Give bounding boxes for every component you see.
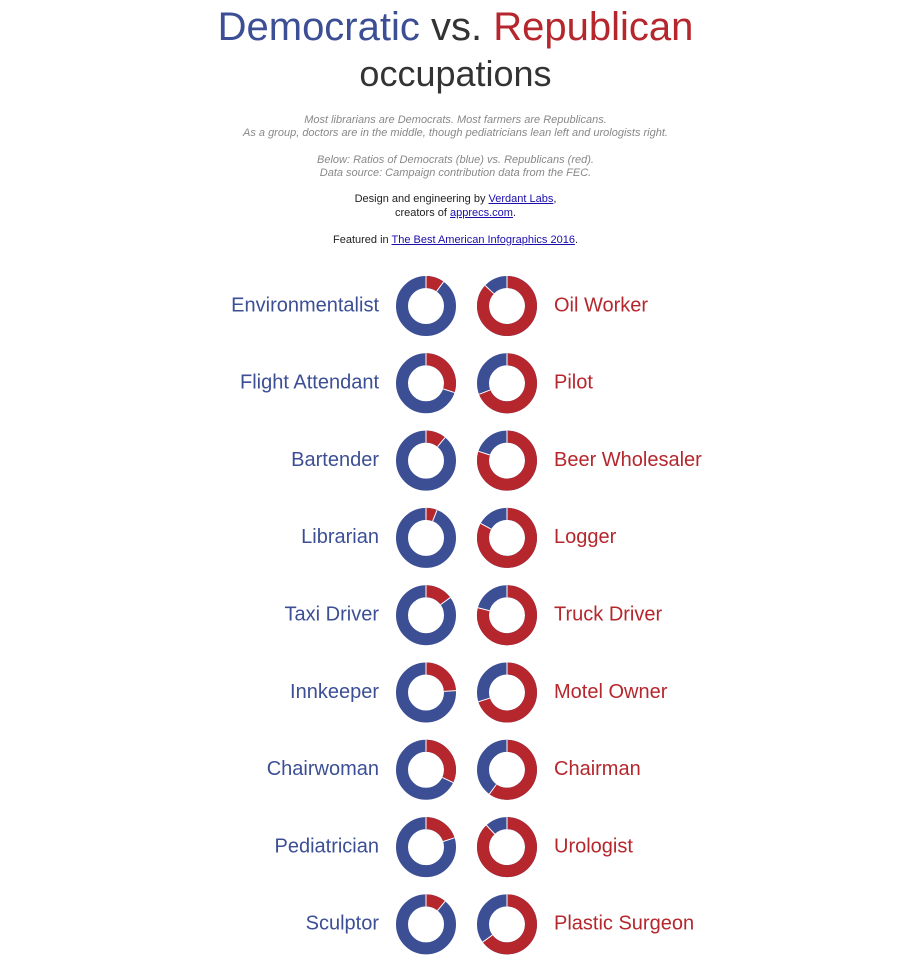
occupation-label-left: Chairwoman bbox=[266, 758, 379, 781]
donut-left bbox=[402, 431, 450, 485]
occupation-label-right: Chairman bbox=[554, 758, 641, 781]
occupation-label-left: Sculptor bbox=[305, 912, 379, 935]
republican-segment bbox=[426, 359, 450, 390]
republican-segment bbox=[426, 437, 441, 443]
donut-left bbox=[402, 894, 450, 948]
occupation-label-left: Taxi Driver bbox=[284, 603, 379, 626]
occupation-label-right: Beer Wholesaler bbox=[554, 448, 702, 471]
occupation-label-left: Bartender bbox=[291, 448, 379, 471]
page-title bbox=[0, 4, 911, 50]
donut-right bbox=[478, 431, 531, 485]
donut-right bbox=[481, 508, 531, 562]
occupation-label-right: Plastic Surgeon bbox=[554, 912, 695, 935]
donut-left bbox=[402, 663, 456, 717]
donut-left bbox=[402, 508, 450, 562]
data-source-line: Data source: Campaign contribution data from the FEC. bbox=[319, 167, 592, 179]
occupation-label-left: Environmentalist bbox=[231, 294, 379, 317]
legend-line: Below: Ratios of Democrats (blue) vs. Republicans (red). bbox=[317, 154, 594, 166]
republican-segment bbox=[483, 823, 531, 871]
republican-segment bbox=[426, 900, 441, 906]
occupation-label-right: Urologist bbox=[554, 835, 633, 858]
democrat-segment bbox=[402, 437, 450, 485]
header bbox=[0, 0, 911, 247]
donut-left bbox=[402, 353, 455, 407]
featured-prefix: Featured in bbox=[332, 234, 389, 246]
donut-right bbox=[478, 585, 531, 639]
democrat-segment bbox=[402, 282, 450, 330]
occupation-label-right: Truck Driver bbox=[554, 603, 663, 626]
title-democratic-word: Democratic bbox=[217, 5, 420, 49]
featured-line bbox=[0, 233, 911, 247]
democrat-segment bbox=[402, 514, 450, 562]
intro-line-1: Most librarians are Democrats. Most farmers are Republicans. bbox=[304, 114, 607, 126]
title-republican-word: Republican bbox=[493, 5, 694, 49]
credits-line-1 bbox=[0, 192, 911, 206]
best-american-infographics-link[interactable]: The Best American Infographics 2016 bbox=[391, 234, 575, 246]
period: . bbox=[574, 234, 579, 246]
republican-segment bbox=[426, 746, 450, 780]
donut-right bbox=[483, 276, 531, 330]
democrat-segment bbox=[402, 900, 450, 948]
occupation-label-right: Motel Owner bbox=[554, 680, 668, 703]
period: . bbox=[512, 207, 517, 219]
credits-line-2 bbox=[0, 206, 911, 220]
intro-line-2: As a group, doctors are in the middle, though pediatricians lean left and urologists right. bbox=[243, 127, 668, 139]
donut-left bbox=[402, 585, 450, 639]
republican-segment bbox=[426, 591, 445, 601]
donut-right bbox=[479, 353, 531, 407]
republican-segment bbox=[426, 282, 440, 287]
occupation-label-right: Logger bbox=[554, 526, 617, 549]
republican-segment bbox=[426, 669, 450, 691]
donut-left bbox=[402, 276, 450, 330]
donut-right bbox=[483, 817, 531, 871]
credits-mid: creators of bbox=[394, 207, 447, 219]
credits-prefix: Design and engineering by bbox=[354, 193, 486, 205]
donut-right bbox=[483, 740, 531, 794]
occupation-label-left: Pediatrician bbox=[274, 835, 379, 858]
comma: , bbox=[553, 193, 557, 205]
apprecs-link[interactable]: apprecs.com bbox=[449, 207, 513, 219]
republican-segment bbox=[426, 823, 449, 840]
title-vs-word: vs. bbox=[431, 5, 483, 49]
legend-text bbox=[0, 154, 911, 180]
donut-left bbox=[402, 817, 455, 871]
occupation-label-left: Librarian bbox=[301, 526, 379, 549]
title-occupations-word: occupations bbox=[359, 53, 552, 94]
credits bbox=[0, 192, 911, 220]
occupation-label-left: Innkeeper bbox=[290, 680, 379, 703]
intro-text bbox=[0, 114, 911, 140]
verdant-labs-link[interactable]: Verdant Labs bbox=[488, 193, 554, 205]
donut-right bbox=[478, 663, 531, 717]
occupation-label-right: Oil Worker bbox=[554, 294, 649, 317]
occupation-label-right: Pilot bbox=[554, 371, 593, 394]
donut-chart bbox=[0, 264, 911, 963]
occupation-label-left: Flight Attendant bbox=[240, 371, 379, 394]
donut-left bbox=[402, 740, 453, 794]
donut-right bbox=[483, 894, 531, 948]
republican-segment bbox=[426, 514, 435, 516]
